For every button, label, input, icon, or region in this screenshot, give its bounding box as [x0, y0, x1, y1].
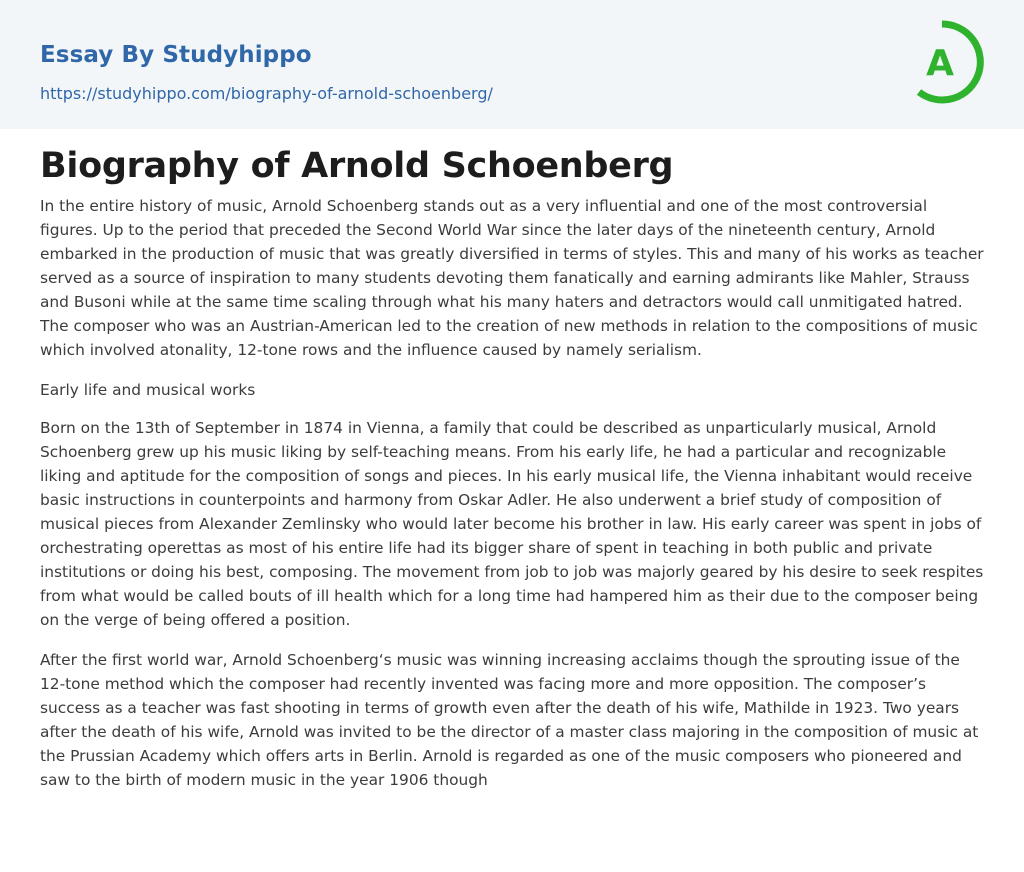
paragraph: In the entire history of music, Arnold Schoenberg stands out as a very influential and one of the most controversial figures. Up to the period that preceded the Second World War since the later days of the nineteenth century, Arnold embarked in the production of music that was greatly diversified in terms of styles. This and many of his works as teacher served as a source of inspiration to many students devoting them fanatically and earning admirants like Mahler, Strauss and Busoni while at the same time scaling through what his many haters and detractors would call unmitigated hatred. The composer who was an Austrian-American led to the creation of new methods in relation to the compositions of music which involved atonality, 12-tone rows and the influence caused by namely serialism. — [40, 197, 984, 359]
logo-letter: A — [926, 43, 954, 84]
section-subheading: Early life and musical works — [40, 381, 256, 399]
site-header — [0, 0, 1024, 129]
page-title: Biography of Arnold Schoenberg — [40, 146, 674, 186]
paragraph: After the first world war, Arnold Schoenberg‘s music was winning increasing acclaims though the sprouting issue of the 12-tone method which the composer had recently invented was facing more and more opposition. The composer’s success as a teacher was fast shooting in terms of growth even after the death of his wife, Mathilde in 1923. Two years after the death of his wife, Arnold was invited to be the director of a master class majoring in the composition of music at the Prussian Academy which offers arts in Berlin. Arnold is regarded as one of the music composers who pioneered and saw to the birth of modern music in the year 1906 though — [40, 651, 979, 789]
article-body — [40, 194, 986, 808]
paragraph: Born on the 13th of September in 1874 in Vienna, a family that could be described as unparticularly musical, Arnold Schoenberg grew up his music liking by self-teaching means. From his early life, he had a particular and recognizable liking and aptitude for the composition of songs and pieces. In his early musical life, the Vienna inhabitant would receive basic instructions in counterpoints and harmony from Oskar Adler. He also underwent a brief study of composition of musical pieces from Alexander Zemlinsky who would later become his brother in law. His early career was spent in jobs of orchestrating operettas as most of his entire life had its bigger share of spent in teaching in both public and private institutions or doing his best, composing. The movement from job to job was majorly geared by his desire to seek respites from what would be called bouts of ill health which for a long time had hampered him as their due to the composer being on the verge of being offered a position. — [40, 419, 984, 629]
studyhippo-logo-icon[interactable] — [913, 20, 985, 104]
source-url-link[interactable]: https://studyhippo.com/biography-of-arnold-schoenberg/ — [40, 84, 493, 103]
brand-title[interactable]: Essay By Studyhippo — [40, 42, 312, 68]
